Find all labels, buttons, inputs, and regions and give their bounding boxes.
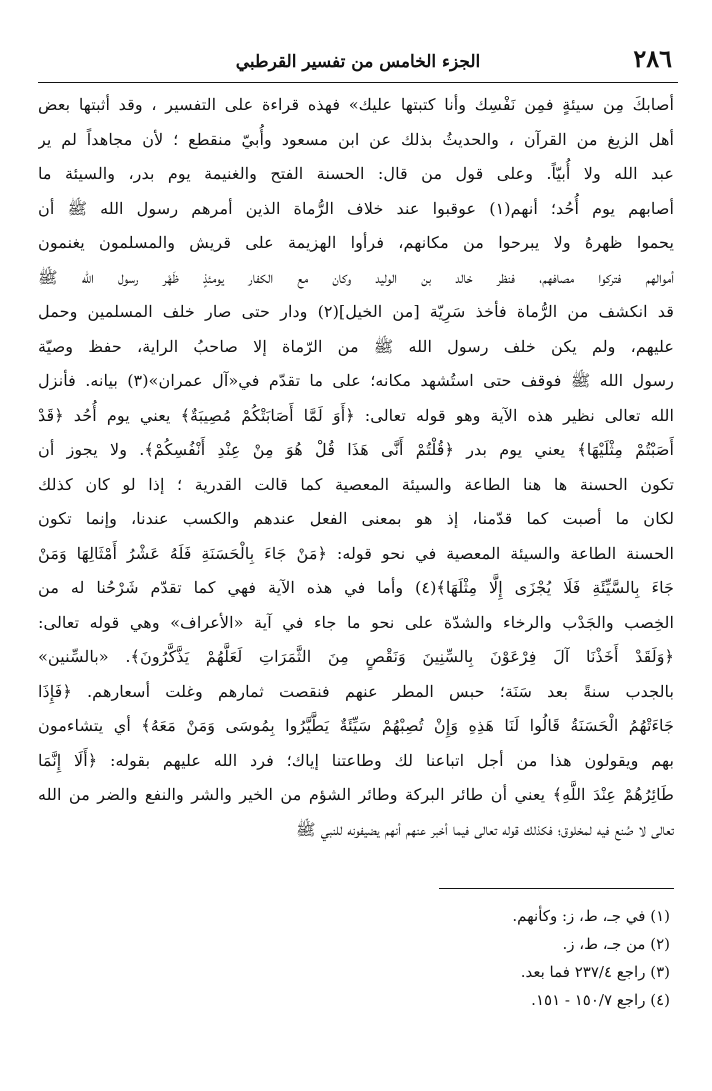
text-line: عبد الله ولا أُبيّاً. وعلى قول من قال: الحسنة الفتح والغنيمة يوم بدر، والسيئة ما [38,164,674,183]
text-line: ﴿وَلَقَدْ أَخَذْنَا آلَ فِرْعَوْنَ بِالسِّنِينَ وَنَقْصٍ مِنَ الثَّمَرَاتِ لَعَلَّهُمْ يَذَّكَّرُونَ﴾. «بالسِّنين» [38,647,674,666]
text-line: أَصَبْتُمْ مِثْلَيْهَا﴾ يعني يوم بدر ﴿قُلْتُمْ أَنَّى هَذَا قُلْ هُوَ مِنْ عِنْدِ أَنْفُسِكُمْ﴾. ولا يجوز أن [38,440,674,459]
text-line: تكون الحسنة ها هنا الطاعة والسيئة المعصية كما قالت القدرية ؛ إذا لو كان كذلك [38,474,674,494]
footnote: (٤) راجع ١٥٠/٧ - ١٥١. [531,991,670,1009]
text-line: أموالهم فتركوا مصافهم، فنظر خالد بن الوليد وكان مع الكفار يومئذٍ ظَهْر رسول الله ﷺ [38,267,674,287]
text-line: بالجدب سنةً بعد سَنَة؛ حبس المطر عنهم فنقصت ثمارهم وغلت أسعارهم. ﴿فَإِذَا [38,681,674,701]
text-line: أصابكَ مِن سيئةٍ فمِن نَفْسِك وأنا كتبتها عليك» فهذه قراءة على التفسير ، وقد أثبتها بعض [38,95,674,114]
text-line: قد انكشف من الرُّماة فأخذ سَرِيّة [من الخيل](٢) ودار حتى صار خلف المسلمين وحمل [38,302,674,321]
text-line: جَاءَ بِالسَّيِّئَةِ فَلَا يُجْزَى إِلَّا مِثْلَهَا﴾(٤) وأما في هذه الآية فهي كما تقدّم شَرْحُنا له من [38,578,674,597]
running-title: الجزء الخامس من تفسير القرطبي [235,52,481,72]
text-line: يحموا ظهرهُ ولا يبرحوا من مكانهم، فرأوا الهزيمة على قريش والمسلمون يغنمون [38,233,674,252]
text-line: جَاءَتْهُمُ الْحَسَنَةُ قَالُوا لَنَا هَذِهِ وَإِنْ تُصِبْهُمْ سَيِّئَةٌ يَطَّيَّرُوا بِمُوسَى وَمَنْ مَعَهُ﴾ أي يتشاءمون [38,716,674,735]
text-line: لكان ما أصبت كما قدّمنا، إذ هو بمعنى الفعل عندهم والكسب عندنا، وإنما تكون [38,509,674,528]
text-line: الله تعالى نظير هذه الآية وهو قوله تعالى: ﴿أَوَ لَمَّا أَصَابَتْكُمْ مُصِيبَةٌ﴾ يعني يوم أُحُد ﴿قَدْ [38,405,674,425]
text-line: أصابهم يوم أُحُد؛ أنهم(١) عوقبوا عند خلاف الرُّماة الذين أمرهم رسول الله ﷺ أن [38,198,674,218]
page-header [38,44,678,83]
page-number: ٢٨٦ [633,44,672,73]
text-line: عليهم، ولم يكن خلف رسول الله ﷺ من الرّماة إلا صاحبُ الراية، حفظ وصيّة [38,336,674,356]
footnote: (٣) راجع ٢٣٧/٤ فما بعد. [520,963,670,981]
text-line: تعالى لا صُنع فيه لمخلوق؛ فكذلك قوله تعالى فيما أخبر عنهم أنهم يضيفونه للنبي ﷺ [296,819,674,839]
text-line: طَائِرُهُمْ عِنْدَ اللَّهِ﴾ يعني أن طائر البركة وطائر الشؤم من الخير والشر والنفع والضر من الله [38,785,674,804]
footnote: (٢) من جـ، ط، ز. [562,935,670,953]
text-line: رسول الله ﷺ فوقف حتى استُشهد مكانه؛ على ما تقدّم في«آل عمران»(٣) بيانه. فأنزل [38,371,674,390]
footnote: (١) في جـ، ط، ز: وكأنهم. [512,907,670,925]
text-line: بهم ويقولون هذا من أجل اتباعنا لك وطاعتنا إياك؛ فرد الله عليهم بقوله: ﴿أَلَا إِنَّمَا [38,750,674,770]
footnote-divider [439,888,674,889]
text-line: الخِصب والجَدْب والرخاء والشدّة على نحو ما جاء في آية «الأعراف» وهي قوله تعالى: [38,612,674,632]
footnotes [270,902,670,1014]
text-line: الحسنة الطاعة والسيئة المعصية في نحو قوله: ﴿مَنْ جَاءَ بِالْحَسَنَةِ فَلَهُ عَشْرُ أَمْثَالِهَا وَمَنْ [38,543,674,563]
text-line: أهل الزيغ من القرآن ، والحديثُ بذلك عن ابن مسعود وأُبيّ منقطع ؛ لأن مجاهداً لم ير [38,129,674,149]
body-text [38,88,674,847]
